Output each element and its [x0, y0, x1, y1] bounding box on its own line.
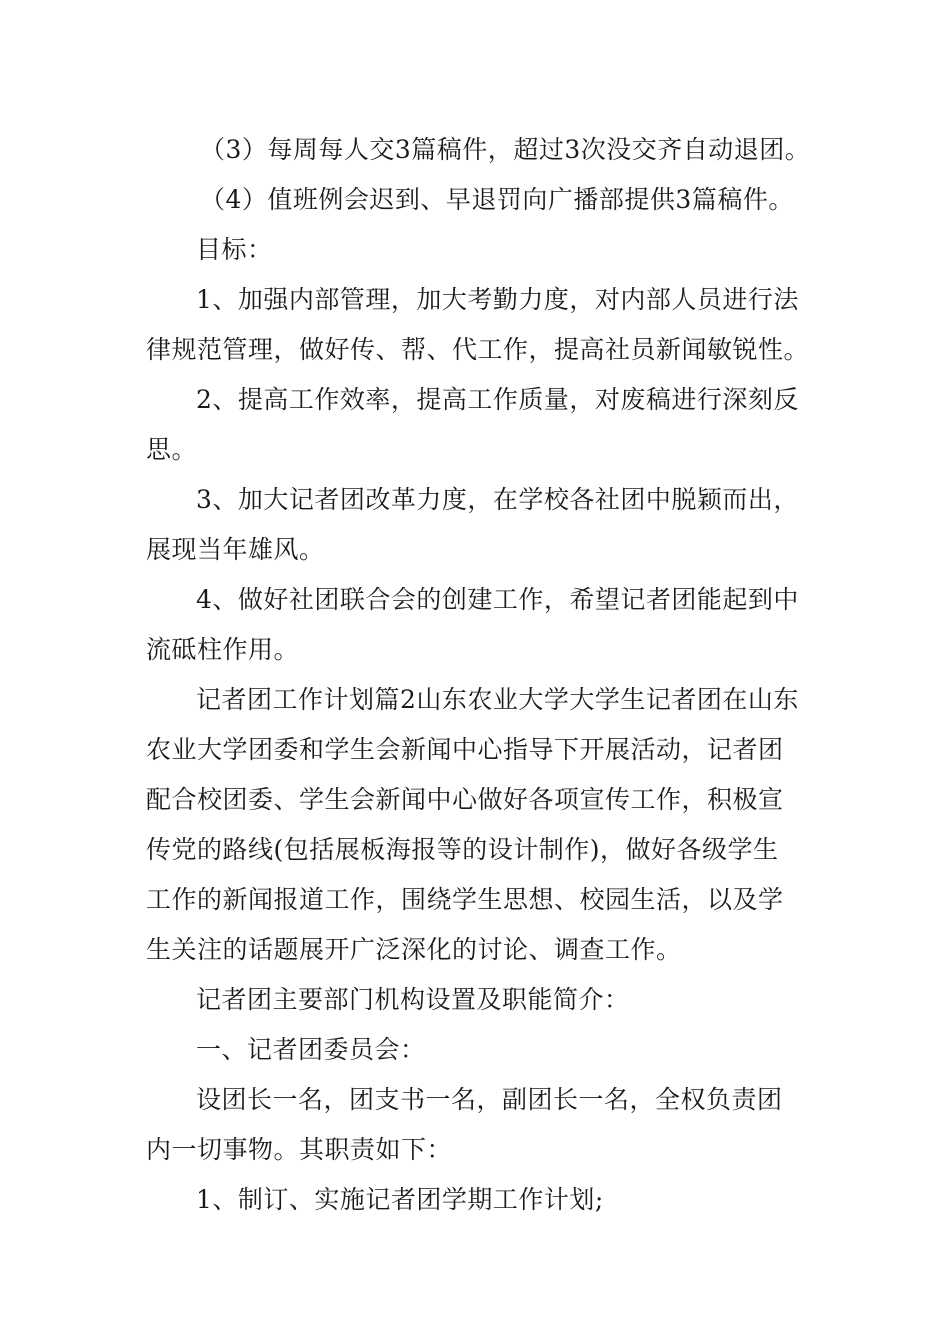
paragraph-line: 思。 [146, 435, 198, 464]
paragraph-line: 展现当年雄风。 [146, 535, 325, 564]
paragraph-line: 4、做好社团联合会的创建工作，希望记者团能起到中 [196, 585, 799, 614]
paragraph-line: 3、加大记者团改革力度，在学校各社团中脱颖而出， [196, 485, 799, 514]
paragraph-line: 农业大学团委和学生会新闻中心指导下开展活动，记者团 [146, 735, 784, 764]
paragraph-line: 记者团工作计划篇2山东农业大学大学生记者团在山东 [196, 685, 799, 714]
paragraph-line: 流砥柱作用。 [146, 635, 300, 664]
paragraph-line: 配合校团委、学生会新闻中心做好各项宣传工作，积极宣 [146, 785, 784, 814]
paragraph-line: （3）每周每人交3篇稿件，超过3次没交齐自动退团。 [200, 135, 811, 164]
section-heading: 目标： [196, 235, 273, 264]
section-heading: 一、记者团委员会： [196, 1035, 426, 1064]
paragraph-line: 生关注的话题展开广泛深化的讨论、调查工作。 [146, 935, 682, 964]
paragraph-line: 工作的新闻报道工作，围绕学生思想、校园生活，以及学 [146, 885, 784, 914]
paragraph-line: 2、提高工作效率，提高工作质量，对废稿进行深刻反 [196, 385, 799, 414]
section-heading: 记者团主要部门机构设置及职能简介： [196, 985, 630, 1014]
paragraph-line: 内一切事物。其职责如下： [146, 1135, 453, 1164]
paragraph-line: （4）值班例会迟到、早退罚向广播部提供3篇稿件。 [200, 185, 794, 214]
paragraph-line: 1、制订、实施记者团学期工作计划; [196, 1185, 604, 1214]
paragraph-line: 律规范管理，做好传、帮、代工作，提高社员新闻敏锐性。 [146, 335, 810, 364]
paragraph-line: 1、加强内部管理，加大考勤力度，对内部人员进行法 [196, 285, 799, 314]
paragraph-line: 设团长一名，团支书一名，副团长一名，全权负责团 [196, 1085, 783, 1114]
paragraph-line: 传党的路线(包括展板海报等的设计制作)，做好各级学生 [146, 835, 779, 864]
